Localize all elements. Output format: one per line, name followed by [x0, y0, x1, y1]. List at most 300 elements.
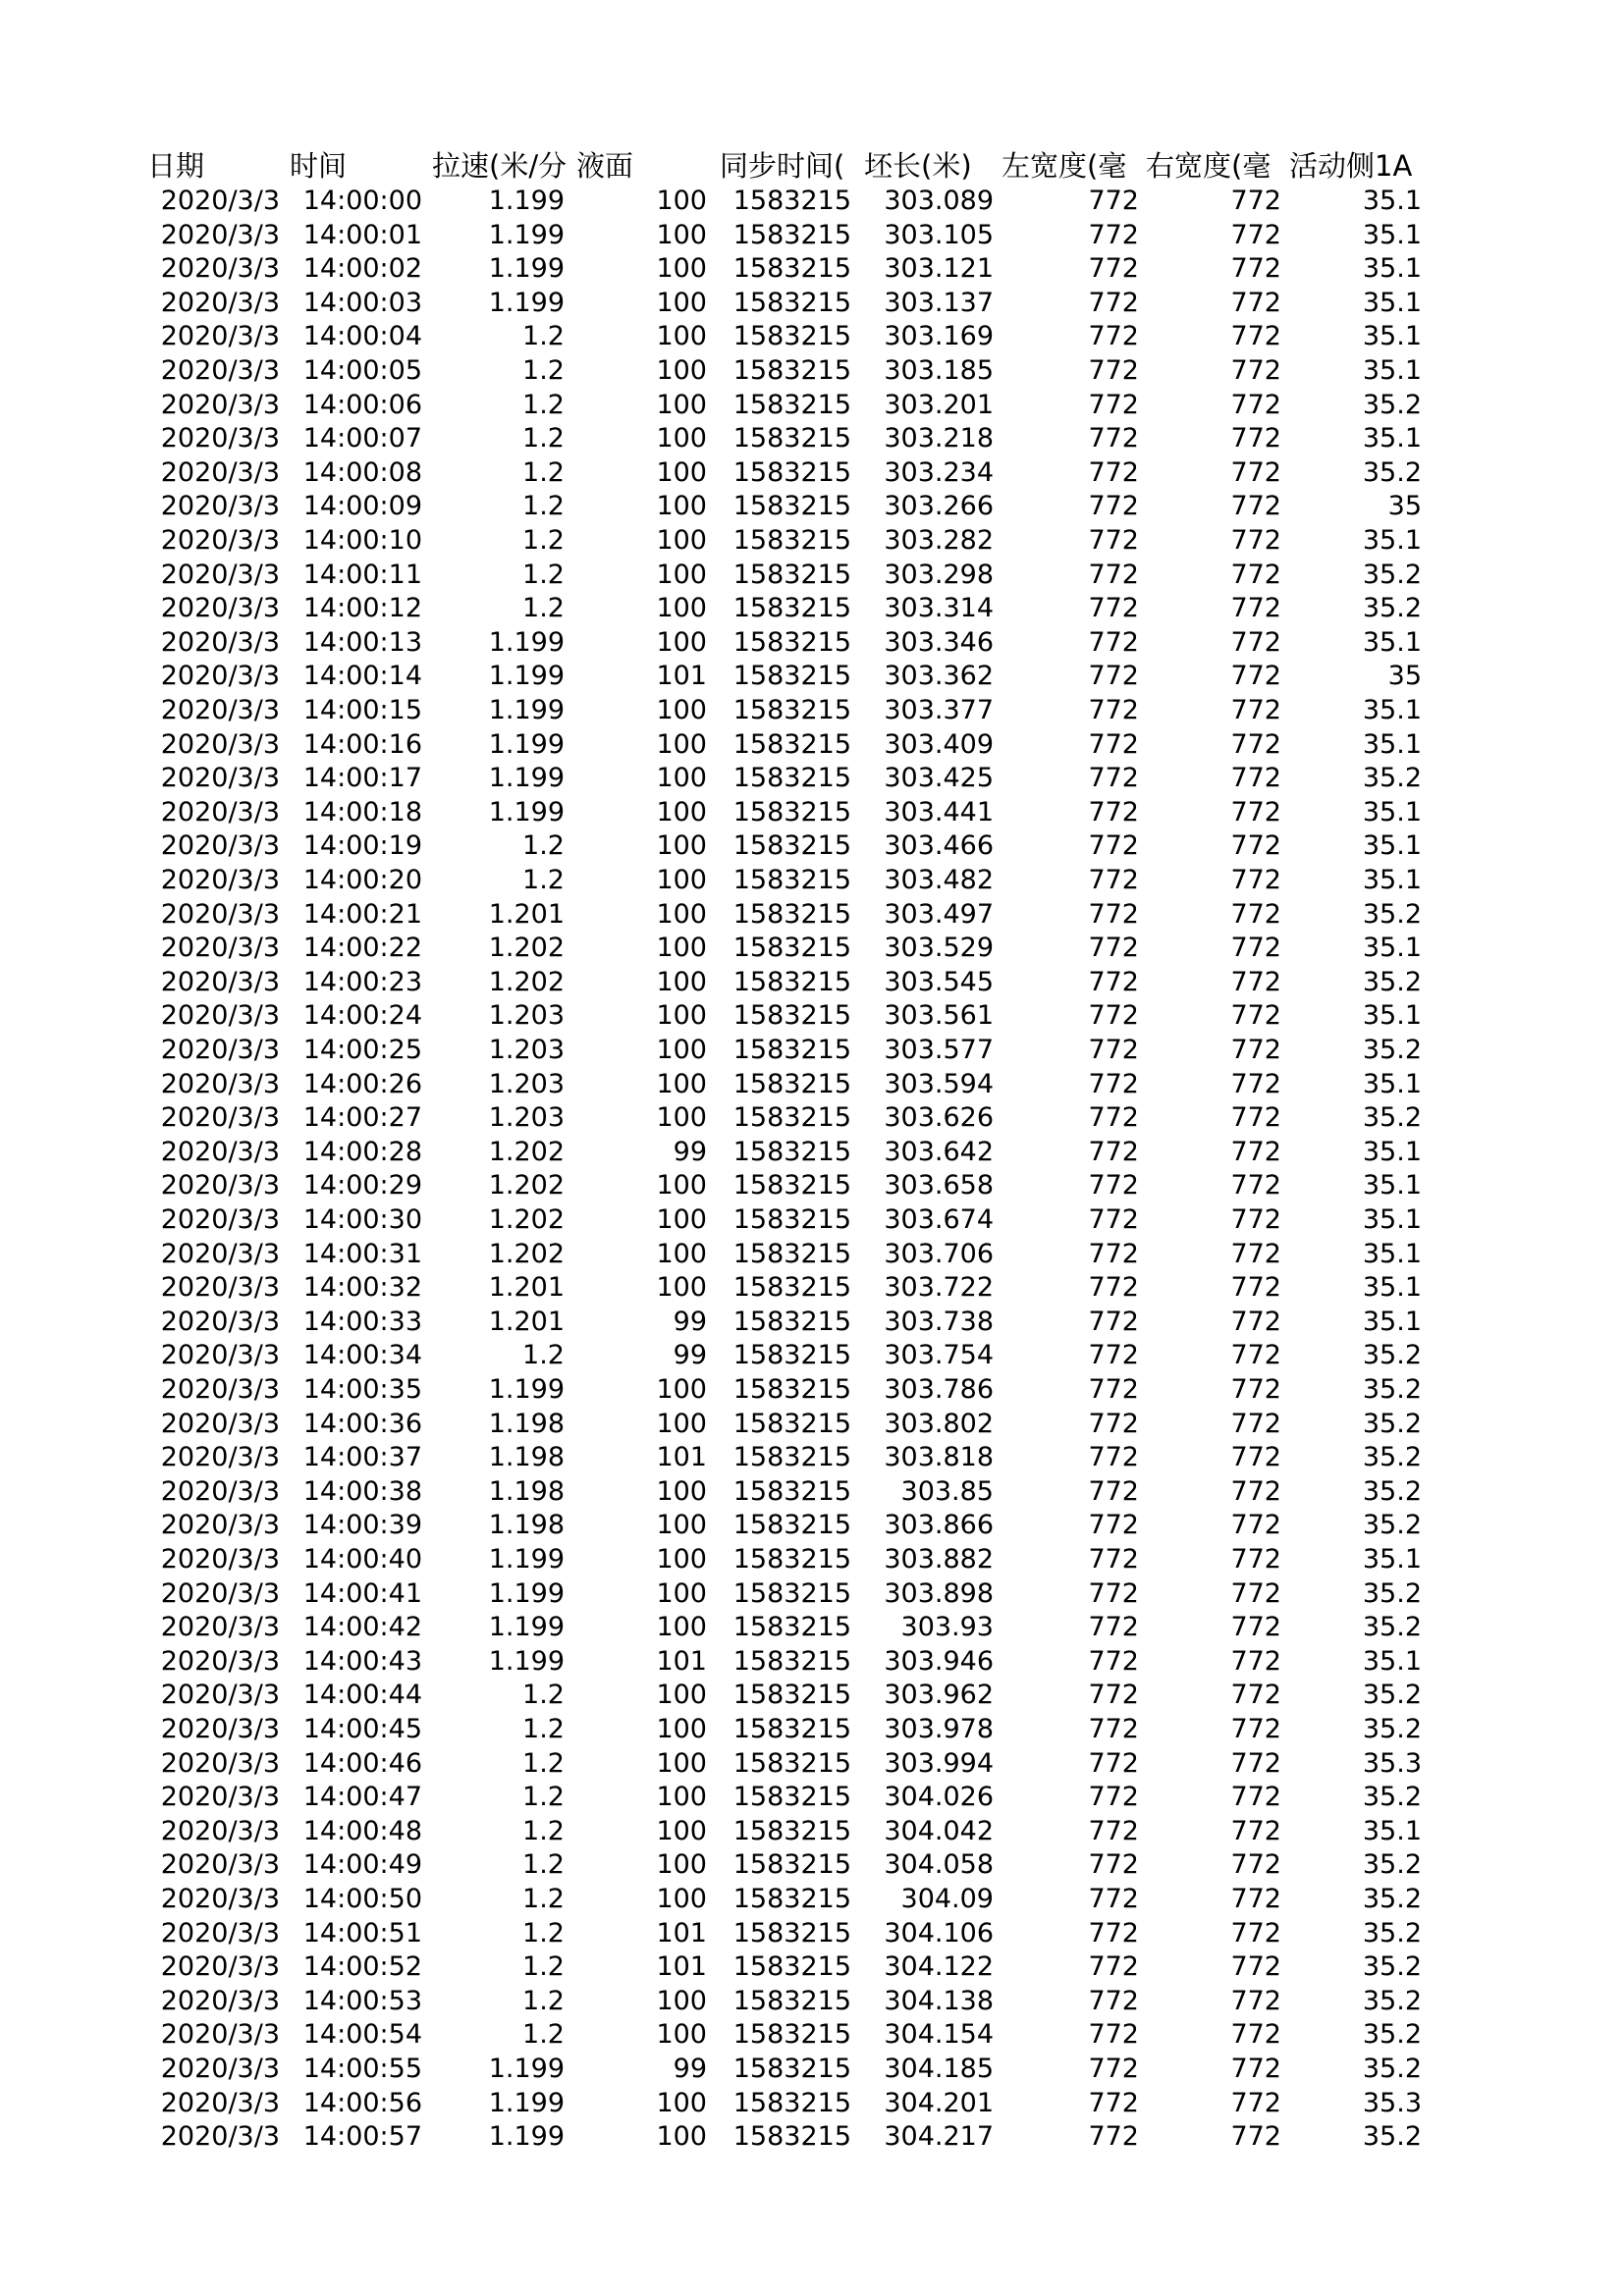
cell-sync-time: 1583215	[732, 1306, 851, 1337]
cell-left-width: 772	[1088, 1917, 1139, 1949]
cell-level: 100	[656, 1510, 707, 1541]
cell-level: 100	[656, 1884, 707, 1914]
cell-speed: 1.199	[488, 2054, 565, 2084]
cell-sync-time: 1583215	[732, 1680, 851, 1711]
cell-side-1a: 35.2	[1362, 1849, 1422, 1881]
cell-length: 303.962	[884, 1680, 994, 1711]
cell-left-width: 772	[1088, 1000, 1139, 1032]
cell-sync-time: 1583215	[732, 1170, 851, 1201]
cell-time: 14:00:43	[302, 1645, 422, 1677]
cell-time: 14:00:19	[302, 830, 422, 862]
cell-left-width: 772	[1088, 1204, 1139, 1235]
cell-sync-time: 1583215	[732, 898, 851, 930]
table-row	[0, 320, 1624, 353]
cell-speed: 1.203	[488, 1102, 565, 1134]
cell-side-1a: 35.1	[1362, 1544, 1422, 1575]
cell-time: 14:00:15	[302, 695, 422, 725]
cell-sync-time: 1583215	[732, 1645, 851, 1677]
cell-time: 14:00:14	[302, 661, 422, 692]
cell-left-width: 772	[1088, 796, 1139, 828]
table-row	[0, 2053, 1624, 2086]
cell-speed: 1.199	[488, 219, 565, 250]
cell-sync-time: 1583215	[732, 593, 851, 624]
cell-length: 303.898	[884, 1577, 994, 1609]
cell-sync-time: 1583215	[732, 1612, 851, 1643]
cell-left-width: 772	[1088, 1577, 1139, 1609]
cell-level: 100	[656, 1408, 707, 1439]
cell-speed: 1.2	[522, 2019, 565, 2051]
table-row	[0, 829, 1624, 863]
cell-right-width: 772	[1230, 1815, 1281, 1846]
cell-level: 100	[656, 1272, 707, 1304]
table-row	[0, 1339, 1624, 1372]
cell-right-width: 772	[1230, 1340, 1281, 1371]
cell-side-1a: 35.1	[1362, 1306, 1422, 1337]
cell-speed: 1.199	[488, 728, 565, 760]
cell-speed: 1.199	[488, 2087, 565, 2118]
cell-speed: 1.2	[522, 355, 565, 386]
cell-speed: 1.199	[488, 1544, 565, 1575]
cell-level: 100	[656, 1782, 707, 1813]
cell-length: 303.201	[884, 389, 994, 420]
cell-length: 303.738	[884, 1306, 994, 1337]
cell-sync-time: 1583215	[732, 626, 851, 658]
cell-right-width: 772	[1230, 1102, 1281, 1134]
cell-right-width: 772	[1230, 2087, 1281, 2118]
cell-speed: 1.2	[522, 1951, 565, 1983]
table-row	[0, 999, 1624, 1033]
cell-date: 2020/3/3	[160, 933, 280, 964]
cell-time: 14:00:55	[302, 2054, 422, 2084]
cell-level: 101	[656, 1917, 707, 1949]
cell-speed: 1.199	[488, 1645, 565, 1677]
cell-date: 2020/3/3	[160, 763, 280, 794]
cell-left-width: 772	[1088, 1815, 1139, 1846]
cell-date: 2020/3/3	[160, 1815, 280, 1846]
cell-level: 101	[656, 1951, 707, 1983]
cell-right-width: 772	[1230, 456, 1281, 488]
cell-sync-time: 1583215	[732, 1510, 851, 1541]
cell-time: 14:00:56	[302, 2087, 422, 2118]
cell-speed: 1.202	[488, 933, 565, 964]
cell-left-width: 772	[1088, 1510, 1139, 1541]
cell-length: 303.594	[884, 1068, 994, 1099]
cell-speed: 1.199	[488, 2121, 565, 2153]
cell-right-width: 772	[1230, 763, 1281, 794]
cell-sync-time: 1583215	[732, 1136, 851, 1167]
cell-date: 2020/3/3	[160, 287, 280, 318]
cell-time: 14:00:32	[302, 1272, 422, 1304]
cell-sync-time: 1583215	[732, 2087, 851, 2118]
cell-sync-time: 1583215	[732, 796, 851, 828]
cell-length: 303.377	[884, 695, 994, 725]
cell-right-width: 772	[1230, 1408, 1281, 1439]
cell-side-1a: 35.1	[1362, 219, 1422, 250]
cell-left-width: 772	[1088, 865, 1139, 895]
cell-speed: 1.199	[488, 253, 565, 285]
cell-date: 2020/3/3	[160, 728, 280, 760]
cell-left-width: 772	[1088, 1068, 1139, 1099]
cell-sync-time: 1583215	[732, 1815, 851, 1846]
table-row	[0, 559, 1624, 592]
cell-right-width: 772	[1230, 1000, 1281, 1032]
cell-date: 2020/3/3	[160, 1782, 280, 1813]
cell-speed: 1.199	[488, 1374, 565, 1405]
cell-length: 303.346	[884, 626, 994, 658]
cell-sync-time: 1583215	[732, 1102, 851, 1134]
cell-side-1a: 35.2	[1362, 898, 1422, 930]
cell-side-1a: 35.1	[1362, 695, 1422, 725]
cell-date: 2020/3/3	[160, 2054, 280, 2084]
cell-sync-time: 1583215	[732, 253, 851, 285]
cell-length: 303.105	[884, 219, 994, 250]
cell-sync-time: 1583215	[732, 423, 851, 454]
table-row	[0, 389, 1624, 422]
cell-speed: 1.203	[488, 1068, 565, 1099]
cell-side-1a: 35.1	[1362, 355, 1422, 386]
cell-time: 14:00:52	[302, 1951, 422, 1983]
cell-time: 14:00:28	[302, 1136, 422, 1167]
table-row	[0, 2087, 1624, 2120]
cell-time: 14:00:13	[302, 626, 422, 658]
cell-length: 303.314	[884, 593, 994, 624]
cell-level: 100	[656, 355, 707, 386]
cell-left-width: 772	[1088, 1035, 1139, 1065]
cell-speed: 1.199	[488, 186, 565, 216]
cell-date: 2020/3/3	[160, 2087, 280, 2118]
cell-speed: 1.202	[488, 966, 565, 997]
cell-speed: 1.2	[522, 1849, 565, 1881]
cell-right-width: 772	[1230, 1645, 1281, 1677]
cell-right-width: 772	[1230, 559, 1281, 590]
cell-date: 2020/3/3	[160, 661, 280, 692]
cell-time: 14:00:49	[302, 1849, 422, 1881]
cell-time: 14:00:00	[302, 186, 422, 216]
cell-right-width: 772	[1230, 2121, 1281, 2153]
table-row	[0, 1645, 1624, 1679]
cell-length: 304.122	[884, 1951, 994, 1983]
table-row	[0, 1713, 1624, 1746]
cell-side-1a: 35.1	[1362, 728, 1422, 760]
cell-right-width: 772	[1230, 423, 1281, 454]
cell-speed: 1.202	[488, 1204, 565, 1235]
cell-time: 14:00:29	[302, 1170, 422, 1201]
table-row	[0, 1441, 1624, 1474]
cell-length: 303.706	[884, 1238, 994, 1269]
cell-sync-time: 1583215	[732, 287, 851, 318]
cell-date: 2020/3/3	[160, 626, 280, 658]
cell-time: 14:00:48	[302, 1815, 422, 1846]
cell-sync-time: 1583215	[732, 2054, 851, 2084]
cell-date: 2020/3/3	[160, 423, 280, 454]
cell-side-1a: 35.2	[1362, 1510, 1422, 1541]
cell-sync-time: 1583215	[732, 1272, 851, 1304]
cell-side-1a: 35.2	[1362, 559, 1422, 590]
cell-sync-time: 1583215	[732, 1374, 851, 1405]
cell-level: 100	[656, 1068, 707, 1099]
cell-length: 303.674	[884, 1204, 994, 1235]
cell-level: 100	[656, 1577, 707, 1609]
cell-right-width: 772	[1230, 253, 1281, 285]
cell-speed: 1.2	[522, 456, 565, 488]
cell-length: 303.362	[884, 661, 994, 692]
cell-time: 14:00:12	[302, 593, 422, 624]
cell-date: 2020/3/3	[160, 1374, 280, 1405]
cell-left-width: 772	[1088, 593, 1139, 624]
cell-level: 100	[656, 1204, 707, 1235]
cell-time: 14:00:07	[302, 423, 422, 454]
cell-right-width: 772	[1230, 1680, 1281, 1711]
cell-speed: 1.2	[522, 1714, 565, 1744]
cell-date: 2020/3/3	[160, 1577, 280, 1609]
cell-side-1a: 35.2	[1362, 593, 1422, 624]
cell-speed: 1.2	[522, 525, 565, 556]
cell-sync-time: 1583215	[732, 525, 851, 556]
column-header-date: 日期	[147, 149, 205, 183]
table-row	[0, 660, 1624, 693]
cell-length: 304.09	[900, 1884, 994, 1914]
cell-side-1a: 35.1	[1362, 796, 1422, 828]
cell-right-width: 772	[1230, 1544, 1281, 1575]
cell-length: 303.234	[884, 456, 994, 488]
cell-length: 303.282	[884, 525, 994, 556]
cell-date: 2020/3/3	[160, 559, 280, 590]
table-row	[0, 1611, 1624, 1644]
cell-level: 100	[656, 763, 707, 794]
cell-level: 100	[656, 1714, 707, 1744]
cell-sync-time: 1583215	[732, 1000, 851, 1032]
cell-date: 2020/3/3	[160, 796, 280, 828]
cell-level: 100	[656, 1680, 707, 1711]
cell-sync-time: 1583215	[732, 456, 851, 488]
cell-speed: 1.2	[522, 1747, 565, 1779]
cell-right-width: 772	[1230, 661, 1281, 692]
cell-left-width: 772	[1088, 423, 1139, 454]
cell-length: 303.722	[884, 1272, 994, 1304]
column-header-sync-time: 同步时间(	[720, 149, 845, 183]
cell-side-1a: 35.2	[1362, 1577, 1422, 1609]
cell-level: 100	[656, 287, 707, 318]
cell-time: 14:00:16	[302, 728, 422, 760]
cell-length: 303.754	[884, 1340, 994, 1371]
cell-left-width: 772	[1088, 1408, 1139, 1439]
table-row	[0, 1747, 1624, 1781]
cell-sync-time: 1583215	[732, 1714, 851, 1744]
cell-time: 14:00:02	[302, 253, 422, 285]
cell-side-1a: 35.1	[1362, 1204, 1422, 1235]
table-row	[0, 1950, 1624, 1984]
cell-left-width: 772	[1088, 1849, 1139, 1881]
table-row	[0, 422, 1624, 455]
table-row	[0, 592, 1624, 625]
table-row	[0, 762, 1624, 795]
cell-level: 100	[656, 1815, 707, 1846]
table-row	[0, 490, 1624, 523]
cell-length: 303.425	[884, 763, 994, 794]
cell-speed: 1.203	[488, 1035, 565, 1065]
cell-level: 100	[656, 966, 707, 997]
cell-side-1a: 35.2	[1362, 1714, 1422, 1744]
cell-date: 2020/3/3	[160, 1102, 280, 1134]
cell-left-width: 772	[1088, 1102, 1139, 1134]
table-row	[0, 354, 1624, 388]
cell-time: 14:00:04	[302, 321, 422, 352]
cell-level: 100	[656, 1849, 707, 1881]
cell-left-width: 772	[1088, 491, 1139, 522]
cell-side-1a: 35.2	[1362, 1951, 1422, 1983]
cell-left-width: 772	[1088, 1612, 1139, 1643]
cell-time: 14:00:36	[302, 1408, 422, 1439]
cell-time: 14:00:33	[302, 1306, 422, 1337]
cell-speed: 1.2	[522, 389, 565, 420]
cell-right-width: 772	[1230, 1475, 1281, 1507]
cell-length: 303.298	[884, 559, 994, 590]
cell-right-width: 772	[1230, 491, 1281, 522]
cell-level: 100	[656, 695, 707, 725]
cell-speed: 1.2	[522, 1815, 565, 1846]
cell-level: 100	[656, 933, 707, 964]
cell-sync-time: 1583215	[732, 1035, 851, 1065]
cell-speed: 1.2	[522, 559, 565, 590]
table-row	[0, 1306, 1624, 1339]
cell-level: 100	[656, 559, 707, 590]
cell-sync-time: 1583215	[732, 559, 851, 590]
cell-right-width: 772	[1230, 186, 1281, 216]
cell-right-width: 772	[1230, 1917, 1281, 1949]
cell-right-width: 772	[1230, 1374, 1281, 1405]
cell-side-1a: 35.1	[1362, 1238, 1422, 1269]
cell-left-width: 772	[1088, 1442, 1139, 1473]
table-row	[0, 864, 1624, 897]
cell-sync-time: 1583215	[732, 1849, 851, 1881]
cell-left-width: 772	[1088, 1747, 1139, 1779]
cell-left-width: 772	[1088, 253, 1139, 285]
cell-time: 14:00:25	[302, 1035, 422, 1065]
cell-date: 2020/3/3	[160, 253, 280, 285]
cell-level: 100	[656, 1985, 707, 2016]
cell-level: 100	[656, 2087, 707, 2118]
cell-sync-time: 1583215	[732, 1985, 851, 2016]
cell-sync-time: 1583215	[732, 2121, 851, 2153]
cell-sync-time: 1583215	[732, 1917, 851, 1949]
cell-time: 14:00:09	[302, 491, 422, 522]
cell-date: 2020/3/3	[160, 1951, 280, 1983]
cell-time: 14:00:40	[302, 1544, 422, 1575]
cell-speed: 1.2	[522, 1680, 565, 1711]
cell-time: 14:00:50	[302, 1884, 422, 1914]
cell-sync-time: 1583215	[732, 1442, 851, 1473]
table-row	[0, 1815, 1624, 1848]
cell-right-width: 772	[1230, 933, 1281, 964]
column-header-length: 坯长(米)	[864, 149, 972, 183]
cell-level: 101	[656, 1645, 707, 1677]
cell-speed: 1.198	[488, 1475, 565, 1507]
cell-length: 303.497	[884, 898, 994, 930]
cell-date: 2020/3/3	[160, 1238, 280, 1269]
cell-side-1a: 35.2	[1362, 1408, 1422, 1439]
cell-sync-time: 1583215	[732, 1782, 851, 1813]
cell-level: 101	[656, 661, 707, 692]
cell-length: 303.93	[900, 1612, 994, 1643]
cell-date: 2020/3/3	[160, 2019, 280, 2051]
table-row	[0, 1543, 1624, 1576]
cell-right-width: 772	[1230, 1849, 1281, 1881]
cell-speed: 1.199	[488, 695, 565, 725]
cell-date: 2020/3/3	[160, 1510, 280, 1541]
cell-left-width: 772	[1088, 1884, 1139, 1914]
cell-length: 303.137	[884, 287, 994, 318]
cell-sync-time: 1583215	[732, 321, 851, 352]
cell-right-width: 772	[1230, 1782, 1281, 1813]
cell-level: 100	[656, 525, 707, 556]
cell-time: 14:00:24	[302, 1000, 422, 1032]
cell-length: 303.169	[884, 321, 994, 352]
cell-left-width: 772	[1088, 2019, 1139, 2051]
cell-speed: 1.2	[522, 423, 565, 454]
cell-left-width: 772	[1088, 389, 1139, 420]
cell-right-width: 772	[1230, 389, 1281, 420]
cell-time: 14:00:44	[302, 1680, 422, 1711]
cell-level: 99	[673, 1136, 707, 1167]
cell-left-width: 772	[1088, 321, 1139, 352]
cell-left-width: 772	[1088, 1238, 1139, 1269]
cell-speed: 1.2	[522, 830, 565, 862]
cell-length: 303.482	[884, 865, 994, 895]
cell-date: 2020/3/3	[160, 491, 280, 522]
cell-left-width: 772	[1088, 1136, 1139, 1167]
cell-sync-time: 1583215	[732, 1340, 851, 1371]
cell-side-1a: 35.1	[1362, 525, 1422, 556]
cell-length: 303.978	[884, 1714, 994, 1744]
cell-left-width: 772	[1088, 355, 1139, 386]
cell-side-1a: 35.2	[1362, 2121, 1422, 2153]
table-row	[0, 1101, 1624, 1135]
cell-level: 100	[656, 1170, 707, 1201]
cell-sync-time: 1583215	[732, 966, 851, 997]
cell-side-1a: 35.2	[1362, 1035, 1422, 1065]
cell-right-width: 772	[1230, 2019, 1281, 2051]
cell-length: 303.121	[884, 253, 994, 285]
cell-length: 303.577	[884, 1035, 994, 1065]
cell-left-width: 772	[1088, 1951, 1139, 1983]
cell-side-1a: 35.1	[1362, 1068, 1422, 1099]
cell-level: 100	[656, 1475, 707, 1507]
cell-side-1a: 35.2	[1362, 456, 1422, 488]
column-header-speed: 拉速(米/分	[432, 149, 568, 183]
cell-level: 100	[656, 1102, 707, 1134]
cell-level: 100	[656, 1035, 707, 1065]
cell-side-1a: 35.1	[1362, 253, 1422, 285]
cell-sync-time: 1583215	[732, 1577, 851, 1609]
table-row	[0, 1373, 1624, 1407]
cell-time: 14:00:41	[302, 1577, 422, 1609]
cell-sync-time: 1583215	[732, 1884, 851, 1914]
header-row	[0, 149, 1624, 183]
cell-right-width: 772	[1230, 593, 1281, 624]
cell-length: 303.866	[884, 1510, 994, 1541]
cell-right-width: 772	[1230, 1204, 1281, 1235]
cell-length: 303.642	[884, 1136, 994, 1167]
cell-left-width: 772	[1088, 830, 1139, 862]
cell-date: 2020/3/3	[160, 389, 280, 420]
cell-speed: 1.202	[488, 1170, 565, 1201]
cell-side-1a: 35.2	[1362, 2054, 1422, 2084]
cell-left-width: 772	[1088, 1340, 1139, 1371]
cell-left-width: 772	[1088, 1714, 1139, 1744]
cell-date: 2020/3/3	[160, 1747, 280, 1779]
cell-length: 303.786	[884, 1374, 994, 1405]
cell-right-width: 772	[1230, 1238, 1281, 1269]
